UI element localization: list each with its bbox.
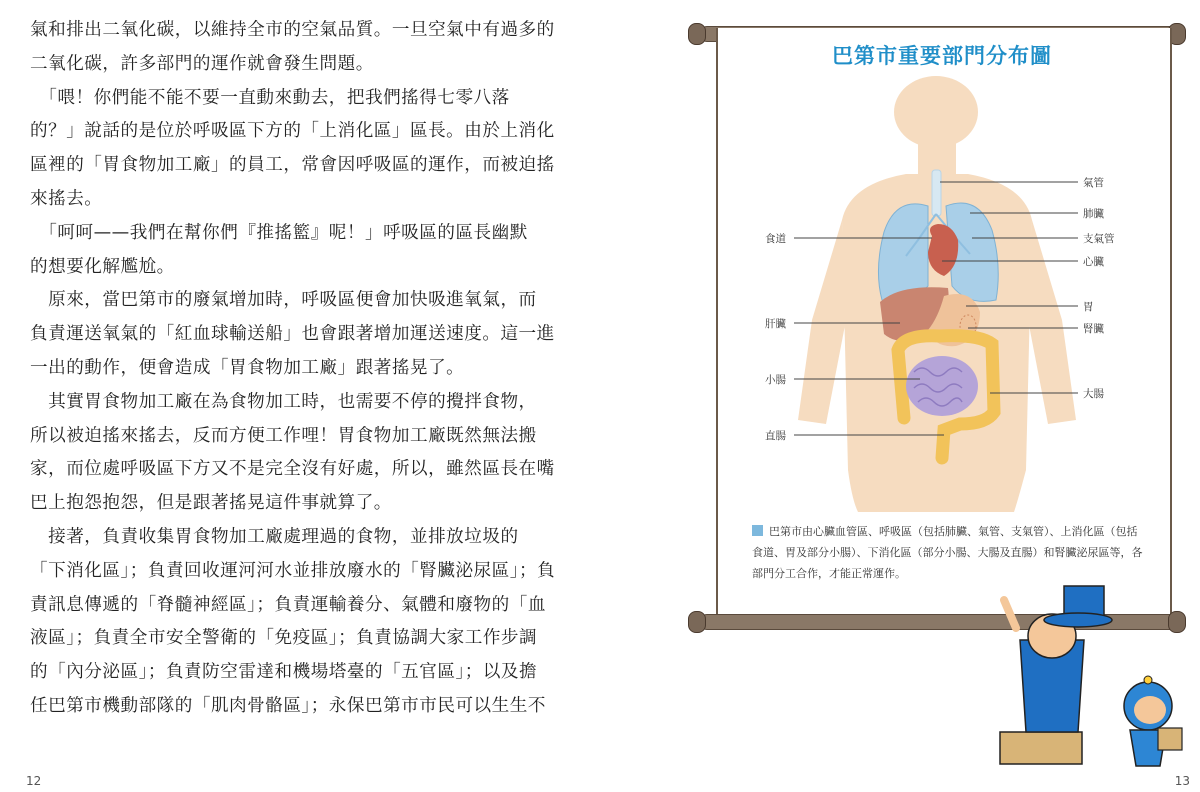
text-line: 任巴第市機動部隊的「肌肉骨骼區」；永保巴第市市民可以生生不 xyxy=(30,695,546,716)
label-lungs: 肺臟 xyxy=(1083,208,1104,220)
diagram-caption xyxy=(752,521,1147,584)
text-line: 「下消化區」；負責回收運河河水並排放廢水的「腎臟泌尿區」；負 xyxy=(30,560,556,581)
caption-text: 巴第市由心臟血管區、呼吸區（包括肺臟、氣管、支氣管）、上消化區（包括食道、胃及部分小腸）、下消化區（部分小腸、大腸及直腸）和腎臟泌尿區等，各部門分工合作，才能正常運作。 xyxy=(752,525,1143,580)
text-line: 的「內分泌區」；負責防空雷達和機場塔臺的「五官區」；以及擔 xyxy=(30,662,538,683)
text-line: 氣和排出二氧化碳，以維持全市的空氣品質。一旦空氣中有過多的 xyxy=(30,20,555,40)
text-line: 原來，當巴第市的廢氣增加時，呼吸區便會加快吸進氧氣，而 xyxy=(30,290,537,311)
text-line: 負責運送氧氣的「紅血球輸送船」也會跟著增加運送速度。這一進 xyxy=(30,324,555,345)
scroll-rod-knob xyxy=(688,611,706,633)
text-line: 二氧化碳，許多部門的運作就會發生問題。 xyxy=(30,53,374,74)
text-line: 接著，負責收集胃食物加工廠處理過的食物，並排放垃圾的 xyxy=(30,526,519,547)
text-line: 一出的動作，便會造成「胃食物加工廠」跟著搖晃了。 xyxy=(30,357,465,378)
text-line: 「呵呵——我們在幫你們『推搖籃』呢！」呼吸區的區長幽默 xyxy=(30,222,528,243)
scroll-rod-knob xyxy=(688,23,706,45)
body-text xyxy=(30,14,556,724)
label-bronchi: 支氣管 xyxy=(1083,233,1115,245)
text-line: 其實胃食物加工廠在為食物加工時，也需要不停的攪拌食物， xyxy=(30,391,537,412)
text-line: 責訊息傳遞的「脊髓神經區」；負責運輸養分、氣體和廢物的「血 xyxy=(30,594,546,615)
label-large-intestine: 大腸 xyxy=(1083,388,1104,400)
page-number: 12 xyxy=(26,774,42,788)
left-page xyxy=(0,0,560,792)
text-line: 的？」說話的是位於呼吸區下方的「上消化區」區長。由於上消化 xyxy=(30,121,555,142)
page-number: 13 xyxy=(1174,774,1190,788)
label-esophagus: 食道 xyxy=(765,233,786,245)
diagram-title: 巴第市重要部門分布圖 xyxy=(832,44,1052,68)
text-line: 家，而位處呼吸區下方又不是完全沒有好處，所以，雖然區長在嘴 xyxy=(30,459,555,480)
text-line: 所以被迫搖來搖去，反而方便工作哩！胃食物加工廠既然無法搬 xyxy=(30,425,537,446)
label-heart: 心臟 xyxy=(1083,256,1104,268)
text-line: 來搖去。 xyxy=(30,188,103,209)
scroll-bottom-rod xyxy=(700,614,1186,630)
text-line: 巴上抱怨抱怨，但是跟著搖晃這件事就算了。 xyxy=(30,493,392,514)
caption-marker xyxy=(752,525,763,536)
label-kidney: 腎臟 xyxy=(1083,323,1104,335)
mascot-robot-kid xyxy=(1124,676,1182,766)
label-trachea: 氣管 xyxy=(1083,177,1104,189)
text-line: 的想要化解尷尬。 xyxy=(30,256,175,277)
label-liver: 肝臟 xyxy=(765,318,786,330)
text-line: 液區」；負責全市安全警衛的「免疫區」；負責協調大家工作步調 xyxy=(30,628,538,649)
text-line: 區裡的「胃食物加工廠」的員工，常會因呼吸區的運作，而被迫搖 xyxy=(30,155,555,176)
label-rectum: 直腸 xyxy=(765,430,786,442)
scroll-rod-knob xyxy=(1168,611,1186,633)
label-small-intestine: 小腸 xyxy=(765,374,786,386)
text-line: 「喂！你們能不能不要一直動來動去，把我們搖得七零八落 xyxy=(30,87,510,108)
label-stomach: 胃 xyxy=(1083,301,1094,313)
